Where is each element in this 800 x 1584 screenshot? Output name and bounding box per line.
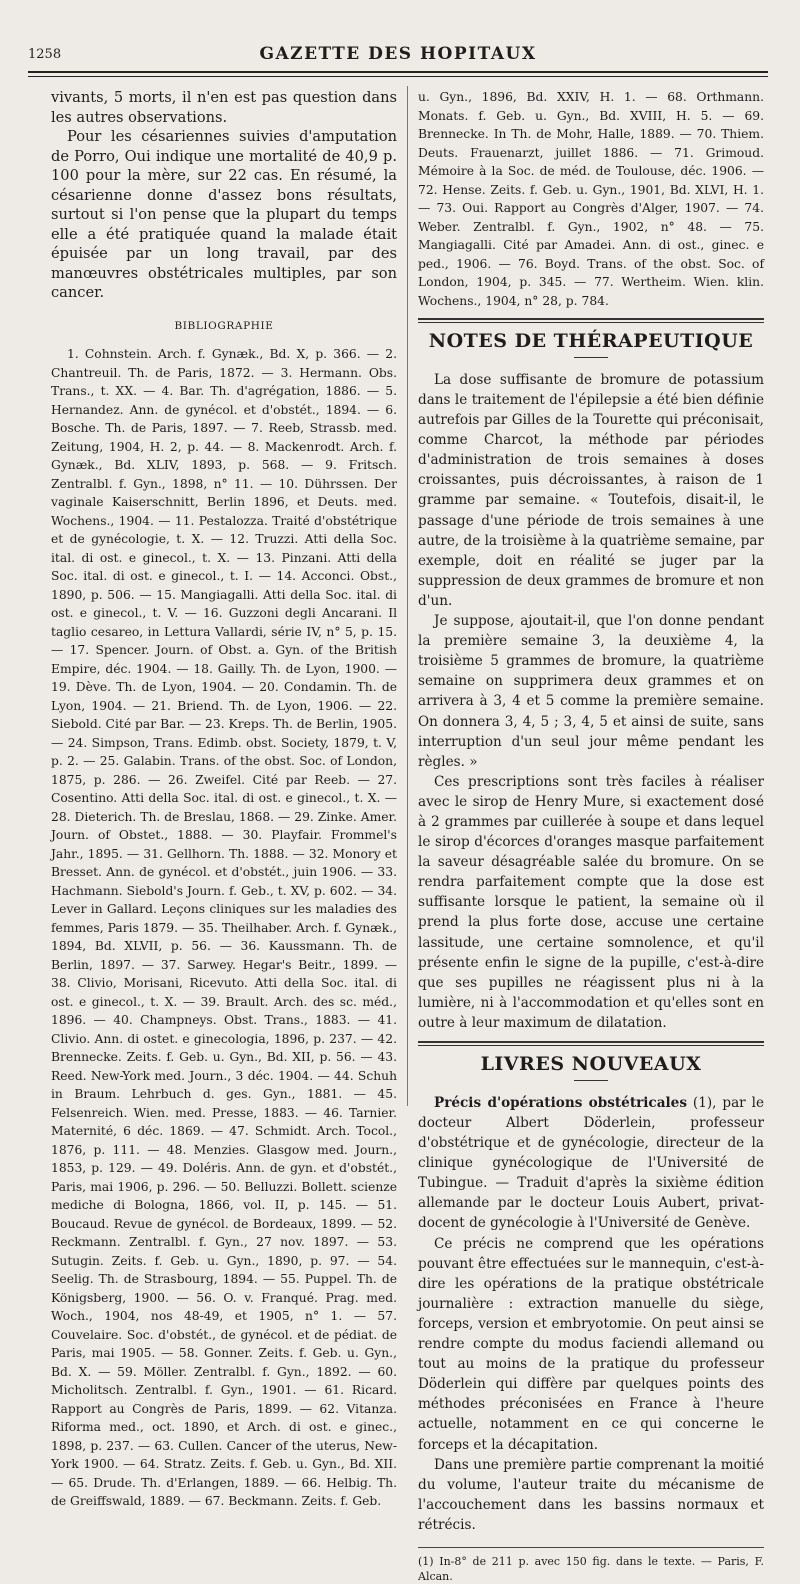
- header-rule-thick: [28, 71, 768, 73]
- notes-therapeutique-heading: NOTES DE THÉRAPEUTIQUE: [428, 330, 754, 352]
- footnote-rule: [418, 1547, 764, 1548]
- notes-paragraph: La dose suffisante de bromure de potassium dans le traitement de l'épilepsie a été bien définie autrefois par Gilles de la Tourette qui préconisait, comme Charcot, la méthode par périodes d'administration de trois semaines à doses croissantes, puis décroissantes, à raison de 1 gramme par semaine. « Toutefois, disait-il, le passage d'une période de trois semaines à une autre, de la troisième à la quatrième semaine, par exemple, doit en réalité se juger par la suppression de deux grammes de bromure et non d'un.: [418, 371, 764, 609]
- book-description: (1), par le docteur Albert Döderlein, professeur d'obstétrique et de gynécologie, directeur de la clinique gynécologique de l'Université de Tubingue. — Traduit d'après la sixième édition allemande par le docteur Louis Aubert, privat-docent de gynécologie à l'Université de Genève.: [418, 1094, 764, 1232]
- bibliography-heading: BIBLIOGRAPHIE: [174, 319, 274, 332]
- section-rule: [418, 1041, 764, 1043]
- section-rule: [418, 318, 764, 320]
- page-header: [28, 44, 768, 68]
- bibliography-list: 1. Cohnstein. Arch. f. Gynæk., Bd. X, p. 366. — 2. Chantreuil. Th. de Paris, 1872. — 3. Hermann. Obs. Trans., t. XX. — 4. Bar. Th. d'agrégation, 1886. — 5. Hernandez. Ann. de gynécol. et d'obstét., 1894. — 6. Bosche. Th. de Paris, 1897. — 7. Reeb, Strassb. med. Zeitung, 1904, H. 2, p. 44. — 8. Mackenrodt. Arch. f. Gynæk., Bd. XLIV, 1893, p. 568. — 9. Fritsch. Zentralbl. f. Gyn., 1898, n° 11. — 10. Dührssen. Der vaginale Kaiserschnitt, Berlin 1896, et Deuts. med. Wochens., 1904. — 11. Pestalozza. Traité d'obstétrique et de gynécologie, t. X. — 12. Truzzi. Atti della Soc. ital. di ost. e ginecol., t. X. — 13. Pinzani. Atti della Soc. ital. di ost. e ginecol., t. I. — 14. Acconci. Obst., 1890, p. 506. — 15. Mangiagalli. Atti della Soc. ital. di ost. e ginecol., t. V. — 16. Guzzoni degli Ancarani. Il taglio cesareo, in Lettura Vallardi, série IV, n° 5, p. 15. — 17. Spencer. Journ. of Obst. a. Gyn. of the British Empire, déc. 1904. — 18. Gailly. Th. de Lyon, 1900. — 19. Dève. Th. de Lyon, 1904. — 20. Condamin. Th. de Lyon, 1904. — 21. Briend. Th. de Lyon, 1906. — 22. Siebold. Cité par Bar. — 23. Kreps. Th. de Berlin, 1905. — 24. Simpson, Trans. Edimb. obst. Society, 1879, t. V, p. 2. — 25. Galabin. Trans. of the obst. Soc. of London, 1875, p. 286. — 26. Zweifel. Cité par Reeb. — 27. Cosentino. Atti della Soc. ital. di ost. e ginecol., t. X. — 28. Dieterich. Th. de Breslau, 1868. — 29. Zinke. Amer. Journ. of Obstet., 1888. — 30. Playfair. Frommel's Jahr., 1895. — 31. Gellhorn. Th. 1888. — 32. Monory et Bresset. Ann. de gynécol. et d'obstét., juin 1906. — 33. Hachmann. Siebold's Journ. f. Geb., t. XV, p. 602. — 34. Lever in Gallard. Leçons cliniques sur les maladies des femmes, Paris 1879. — 35. Theilhaber. Arch. f. Gynæk., 1894, Bd. XLVII, p. 56. — 36. Kaussmann. Th. de Berlin, 1897. — 37. Sarwey. Hegar's Beitr., 1899. — 38. Clivio, Morisani, Ricevuto. Atti della Soc. ital. di ost. e ginecol., t. X. — 39. Brault. Arch. des sc. méd., 1896. — 40. Champneys. Obst. Trans., 1883. — 41. Clivio. Ann. di ostet. e ginecologia, 1896, p. 237. — 42. Brennecke. Zeits. f. Geb. u. Gyn., Bd. XII, p. 56. — 43. Reed. New-York med. Journ., 3 déc. 1904. — 44. Schuh in Braum. Lehrbuch d. ges. Gyn., 1881. — 45. Felsenreich. Wien. med. Presse, 1883. — 46. Tarnier. Maternité, 6 déc. 1869. — 47. Schmidt. Arch. Tocol., 1876, p. 111. — 48. Menzies. Glasgow med. Journ., 1853, p. 129. — 49. Doléris. Ann. de gyn. et d'obstét., Paris, mai 1906, p. 296. — 50. Belluzzi. Bollett. scienze mediche di Bologna, 1866, vol. II, p. 145. — 51. Boucaud. Revue de gynécol. de Bordeaux, 1899. — 52. Reckmann. Zentralbl. f. Gyn., 27 nov. 1897. — 53. Sutugin. Zeits. f. Geb. u. Gyn., 1890, p. 97. — 54. Seelig. Th. de Strasbourg, 1894. — 55. Puppel. Th. de Königsberg, 1900. — 56. O. v. Franqué. Prag. med. Woch., 1904, nos 48-49, et 1905, n° 1. — 57. Couvelaire. Soc. d'obstét., de gynécol. et de pédiat. de Paris, mai 1905. — 58. Gonner. Zeits. f. Geb. u. Gyn., Bd. X. — 59. Möller. Zentralbl. f. Gyn., 1892. — 60. Micholitsch. Zentralbl. f. Gyn., 1901. — 61. Ricard. Rapport au Congrès de Paris, 1899. — 62. Vitanza. Riforma med., oct. 1890, et Arch. di ost. e ginec., 1898, p. 237. — 63. Cullen. Cancer of the uterus, New-York 1900. — 64. Stratz. Zeits. f. Geb. u. Gyn., Bd. XII. — 65. Drude. Th. d'Erlangen, 1889. — 66. Helbig. Th. de Greiffswald, 1889. — 67. Beckmann. Zeits. f. Geb.: [51, 347, 397, 1509]
- book-review-paragraph: Dans une première partie comprenant la moitié du volume, l'auteur traite du mécanisme de l'accouchement dans les bassins normaux et rétrécis.: [418, 1456, 764, 1533]
- heading-underline: [574, 1080, 608, 1081]
- bibliography-continued: u. Gyn., 1896, Bd. XXIV, H. 1. — 68. Orthmann. Monats. f. Geb. u. Gyn., Bd. XVIII, H. 5. — 69. Brennecke. In Th. de Mohr, Halle, 1889. — 70. Thiem. Deuts. Frauenarzt, juillet 1886. — 71. Grimoud. Mémoire à la Soc. de méd. de Toulouse, déc. 1906. — 72. Hense. Zeits. f. Geb. u. Gyn., 1901, Bd. XLVI, H. 1. — 73. Oui. Rapport au Congrès d'Alger, 1907. — 74. Weber. Zentralbl. f. Gyn., 1902, n° 48. — 75. Mangiagalli. Cité par Amadei. Ann. di ost., ginec. e ped., 1906. — 76. Boyd. Trans. of the obst. Soc. of London, 1904, p. 345. — 77. Wertheim. Wien. klin. Wochens., 1904, n° 28, p. 784.: [418, 90, 764, 308]
- notes-paragraph: Ces prescriptions sont très faciles à réaliser avec le sirop de Henry Mure, si exactement dosé à 2 grammes par cuillerée à soupe et dans lequel le sirop d'écorces d'oranges masque parfaitement la saveur désagréable salée du bromure. On se rendra parfaitement compte que la dose est suffisante lorsque le patient, la semaine où il prend la plus forte dose, accuse une certaine lassitude, une certaine somnolence, et qu'il présente enfin le signe de la pupille, c'est-à-dire que ses pupilles ne réagissent plus ni à la lumière, ni à l'accommodation et qu'elles sont en outre à leur maximum de dilatation.: [418, 773, 764, 1031]
- book-review-paragraph: [418, 1093, 764, 1234]
- book-review-paragraph: Ce précis ne comprend que les opérations pouvant être effectuées sur le mannequin, c'est-à-dire les opérations de la pratique obstétricale journalière : extraction manuelle du siège, forceps, version et embryotomie. On peut ainsi se rendre compte du modus faciendi allemand ou tout au moins de la pratique du professeur Döderlein qui diffère par quelques points des méthodes préconisées en France à l'heure actuelle, notamment en ce qui concerne le forceps et la décapitation.: [418, 1235, 764, 1453]
- notes-paragraph: Je suppose, ajoutait-il, que l'on donne pendant la première semaine 3, la deuxième 4, la troisième 5 grammes de bromure, la quatrième semaine on supprimera deux grammes et on arrivera à 3, 4 et 5 comme la première semaine. On donnera 3, 4, 5 ; 3, 4, 5 et ainsi de suite, sans interruption d'un seul jour même pendant les règles. »: [418, 613, 764, 770]
- left-column: [51, 88, 397, 1511]
- heading-underline: [574, 357, 608, 358]
- header-rule-thin: [28, 76, 768, 77]
- book-title: Précis d'opérations obstétricales: [434, 1094, 687, 1111]
- section-rule: [418, 322, 764, 323]
- right-column: [418, 88, 764, 1584]
- footnote: (1) In-8° de 211 p. avec 150 fig. dans le texte. — Paris, F. Alcan.: [418, 1554, 764, 1583]
- journal-title: GAZETTE DES HOPITAUX: [259, 44, 537, 64]
- page-number: 1258: [28, 47, 62, 62]
- livres-nouveaux-heading: LIVRES NOUVEAUX: [480, 1053, 702, 1075]
- article-paragraph: Pour les césariennes suivies d'amputation de Porro, Oui indique une mortalité de 40,9 p. 100 pour la mère, sur 22 cas. En résumé, la césarienne donne d'assez bons résultats, surtout si l'on pense que la plupart du temps elle a été pratiquée quand la malade était épuisée par un long travail, par des manœuvres obstétricales multiples, par son cancer.: [51, 128, 397, 301]
- section-rule: [418, 1045, 764, 1046]
- column-divider: [407, 86, 408, 1106]
- article-paragraph: vivants, 5 morts, il n'en est pas question dans les autres observations.: [51, 89, 397, 126]
